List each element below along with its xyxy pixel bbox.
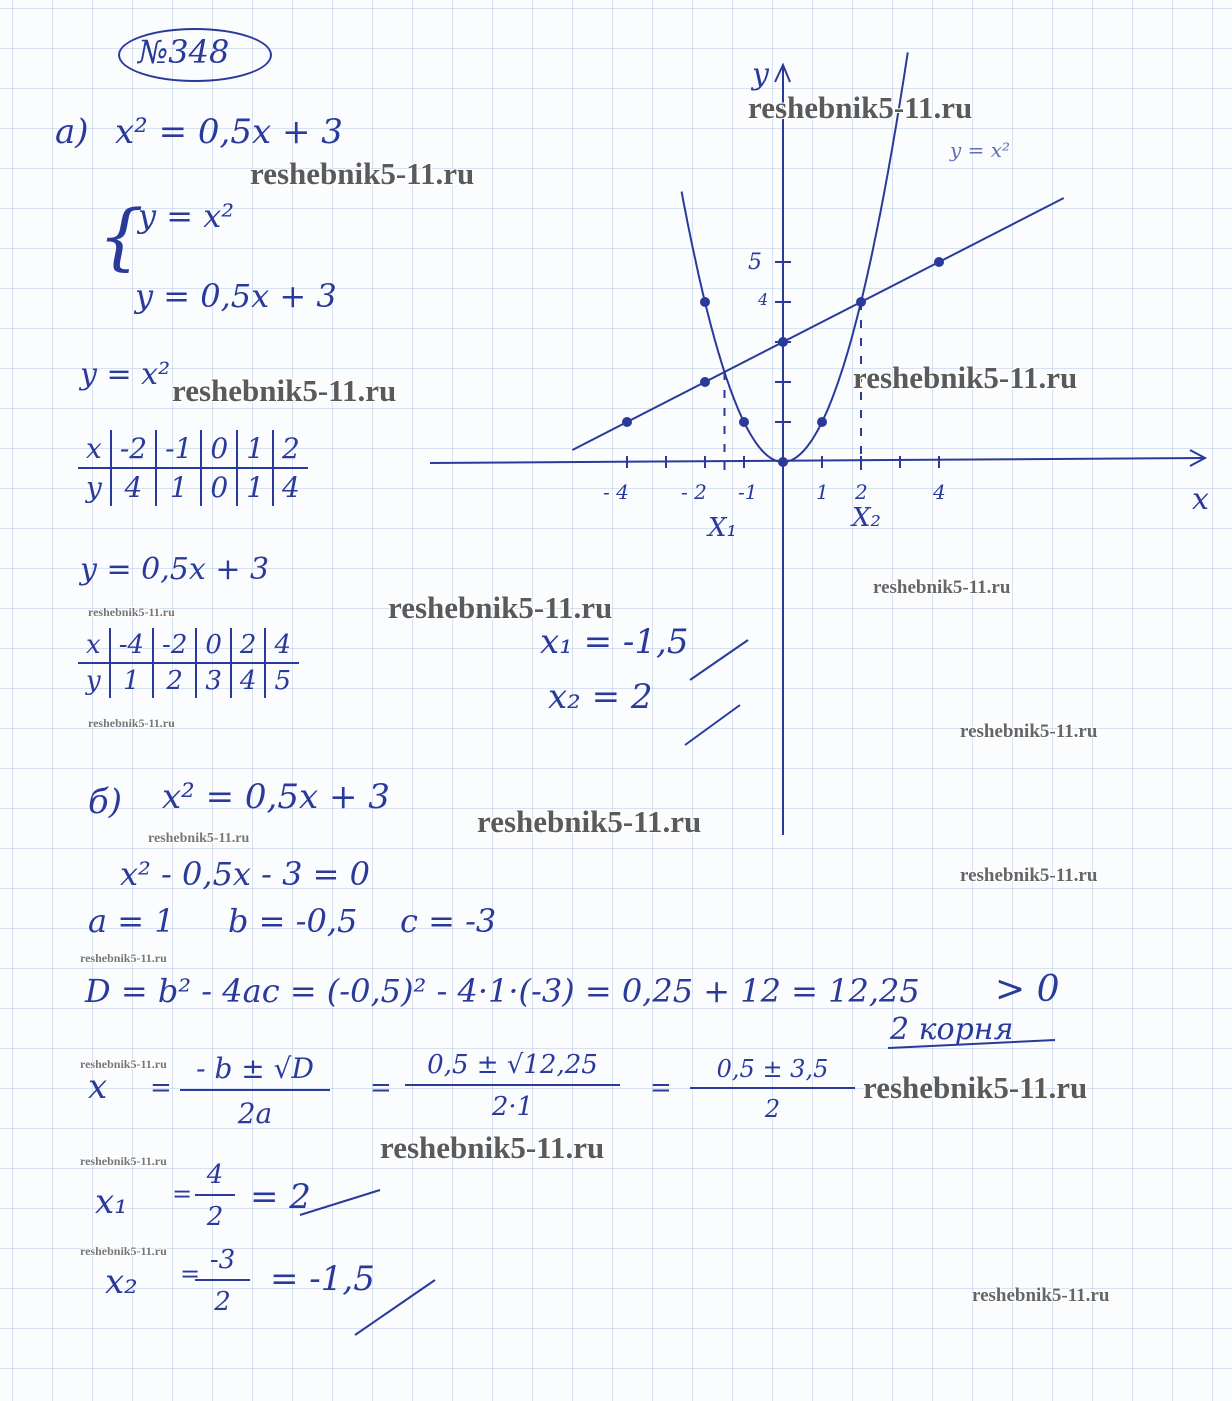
answer-x1: x₁ = -1,5 (540, 622, 689, 662)
part-b-label: б) (88, 782, 123, 822)
x-formula-label: x (88, 1067, 108, 1107)
watermark: reshebnik5-11.ru (477, 804, 702, 839)
table-cell: 4 (231, 663, 266, 698)
table-cell: 0 (201, 430, 237, 468)
table-header: x (78, 628, 110, 663)
eq-sign-5: = (180, 1260, 201, 1288)
table-cell: 2 (273, 430, 308, 468)
table-header: y (86, 666, 101, 696)
watermark: reshebnik5-11.ru (148, 831, 250, 846)
coef-b: b = -0,5 (228, 902, 358, 940)
x1-result: = 2 (250, 1177, 311, 1217)
table-cell: 0 (196, 628, 231, 663)
table-cell: 1 (110, 663, 153, 698)
system-eq2: y = 0,5x + 3 (135, 277, 337, 315)
x2-fraction (195, 1245, 250, 1317)
watermark: reshebnik5-11.ru (388, 590, 613, 625)
watermark: reshebnik5-11.ru (80, 1057, 167, 1071)
standard-form: x² - 0,5x - 3 = 0 (120, 855, 370, 893)
watermark: reshebnik5-11.ru (863, 1070, 1088, 1105)
table-cell: 0 (201, 468, 237, 506)
discriminant: D = b² - 4ac = (-0,5)² - 4·1·(-3) = 0,25 + 12 = 12,25 (85, 972, 920, 1010)
watermark: reshebnik5-11.ru (80, 1154, 167, 1168)
coef-c: c = -3 (400, 902, 497, 940)
x2-result: = -1,5 (270, 1259, 375, 1299)
x-tick-label: -1 (738, 480, 758, 504)
watermark: reshebnik5-11.ru (172, 373, 397, 408)
system-brace: { (98, 194, 144, 278)
eq-sign-2: = (370, 1073, 392, 1103)
table-cell: 1 (156, 468, 201, 506)
watermark: reshebnik5-11.ru (380, 1130, 605, 1165)
watermark: reshebnik5-11.ru (250, 156, 475, 191)
x1-den: 2 (206, 1202, 224, 1232)
table-cell: 5 (265, 663, 299, 698)
watermark: reshebnik5-11.ru (748, 90, 973, 125)
table-cell: 4 (273, 468, 308, 506)
frac3-num: 0,5 ± 3,5 (690, 1055, 855, 1089)
x-tick-label: 4 (933, 480, 946, 504)
table-cell: -1 (156, 430, 201, 468)
eq-sign-1: = (150, 1073, 172, 1103)
table-cell: -2 (153, 628, 196, 663)
x1-fraction (195, 1160, 235, 1232)
y-tick-4: 4 (758, 290, 769, 309)
watermark: reshebnik5-11.ru (88, 716, 175, 730)
x-axis-label: x (1192, 482, 1209, 517)
watermark: reshebnik5-11.ru (853, 360, 1078, 395)
problem-number: №348 (138, 33, 230, 71)
table-cell: 1 (237, 430, 273, 468)
x2-label: x₂ (105, 1262, 138, 1302)
root-label-2: X₂ (852, 503, 881, 533)
frac2-num: 0,5 ± √12,25 (405, 1050, 620, 1086)
y-tick-5: 5 (748, 250, 762, 275)
x2-num: -3 (195, 1245, 250, 1281)
table-cell: 3 (196, 663, 231, 698)
fraction-1 (180, 1052, 330, 1130)
frac1-num: - b ± √D (180, 1052, 330, 1091)
frac3-den: 2 (764, 1095, 781, 1123)
table-cell: -2 (111, 430, 156, 468)
watermark: reshebnik5-11.ru (960, 721, 1098, 742)
watermark: reshebnik5-11.ru (972, 1285, 1110, 1306)
table-cell: 4 (111, 468, 156, 506)
disc-sign: > 0 (995, 969, 1060, 1010)
x2-den: 2 (214, 1287, 231, 1317)
eq-sign-3: = (650, 1073, 672, 1103)
x-tick-label: - 2 (681, 480, 707, 504)
watermark: reshebnik5-11.ru (80, 951, 167, 965)
table-cell: 2 (153, 663, 196, 698)
parabola-label: y = x² (950, 138, 1011, 162)
root-label-1: X₁ (708, 513, 737, 543)
coef-a: a = 1 (88, 902, 175, 940)
table-header: y (86, 471, 102, 504)
watermark: reshebnik5-11.ru (960, 865, 1098, 886)
watermark: reshebnik5-11.ru (873, 577, 1011, 598)
frac1-den: 2a (237, 1097, 273, 1130)
x-tick-label: 1 (816, 480, 829, 504)
fraction-2 (405, 1050, 620, 1122)
part-b-equation: x² = 0,5x + 3 (162, 777, 390, 817)
x1-num: 4 (195, 1160, 235, 1196)
roots-note: 2 корня (890, 1012, 1014, 1047)
eq-sign-4: = (172, 1180, 193, 1208)
fraction-3 (690, 1055, 855, 1123)
table-header: x (78, 430, 111, 468)
y-axis-label: y (752, 57, 769, 92)
table-cell: 2 (231, 628, 266, 663)
table-cell: 4 (265, 628, 299, 663)
x-tick-label: - 4 (603, 480, 629, 504)
part-a-equation: x² = 0,5x + 3 (115, 112, 343, 152)
x-tick-label: 2 (855, 480, 868, 504)
watermark: reshebnik5-11.ru (88, 605, 175, 619)
frac2-den: 2·1 (491, 1092, 534, 1122)
part-a-label: а) (55, 112, 89, 152)
table-cell: -4 (110, 628, 153, 663)
x1-label: x₁ (95, 1182, 128, 1222)
line-table-title: y = 0,5x + 3 (80, 552, 270, 587)
watermark: reshebnik5-11.ru (80, 1244, 167, 1258)
answer-x2: x₂ = 2 (548, 677, 653, 717)
parabola-table-title: y = x² (80, 357, 171, 392)
system-eq1: y = x² (138, 197, 235, 235)
table-cell: 1 (237, 468, 273, 506)
